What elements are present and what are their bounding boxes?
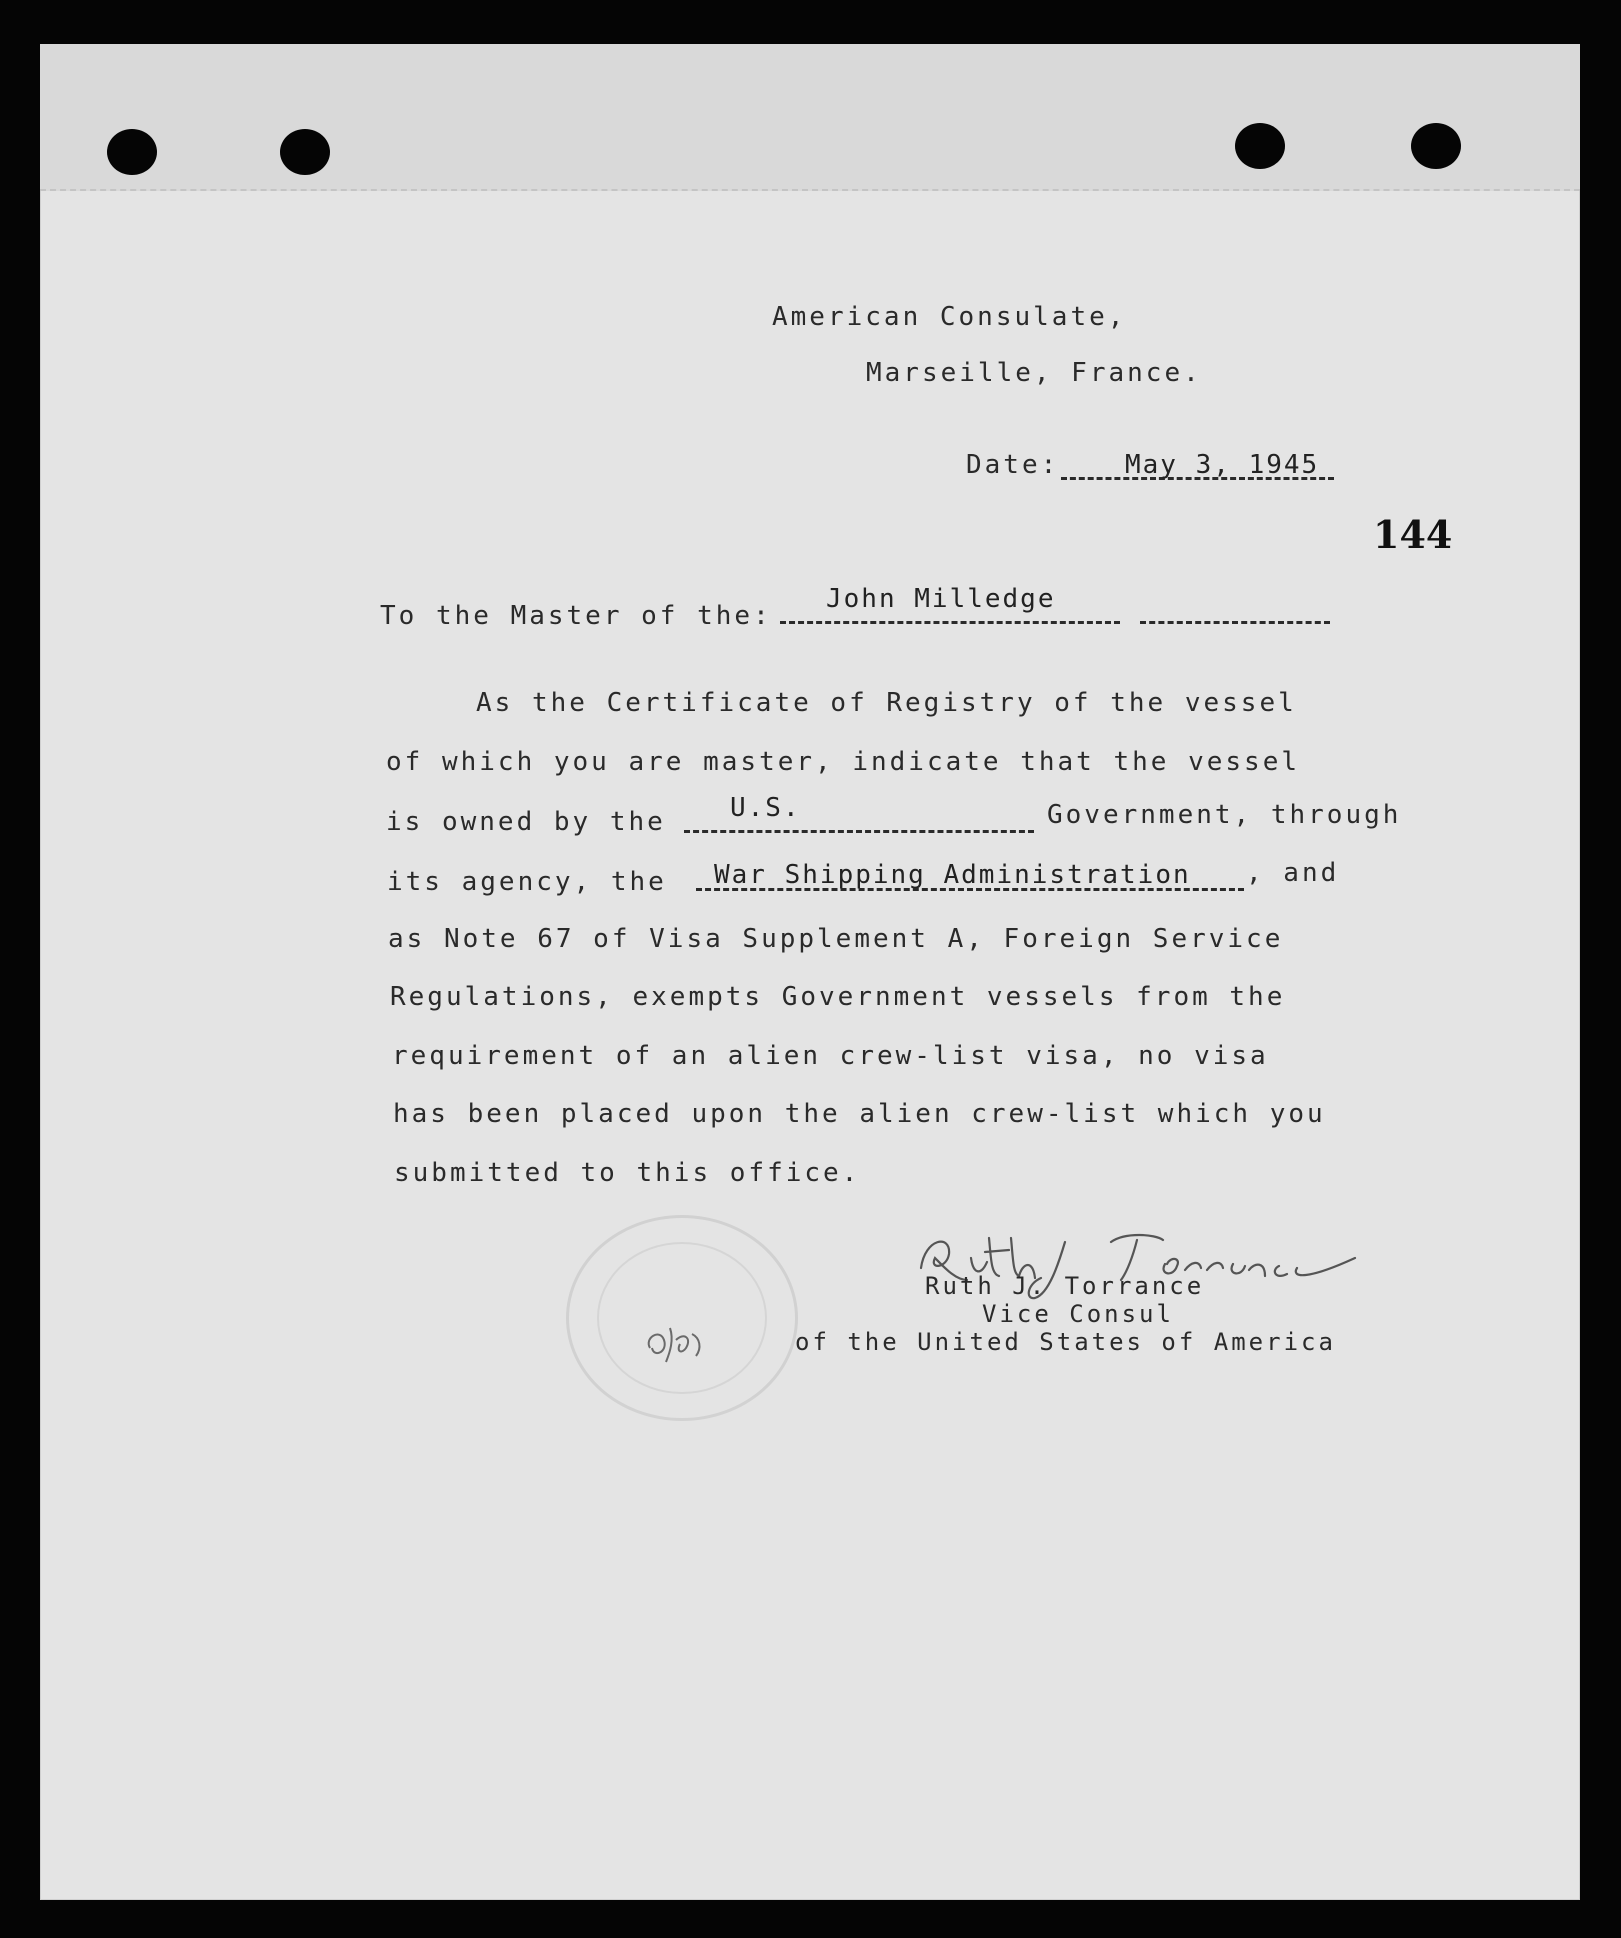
vessel-name: John Milledge bbox=[826, 584, 1056, 614]
body-line-8: has been placed upon the alien crew-list which you bbox=[393, 1099, 1326, 1129]
initials-mark bbox=[640, 1318, 720, 1368]
agency-value: War Shipping Administration bbox=[714, 860, 1191, 890]
vessel-blank bbox=[780, 621, 1120, 624]
consulate-location: Marseille, France. bbox=[866, 358, 1202, 388]
owner-blank bbox=[684, 830, 1034, 833]
page-top-band bbox=[40, 44, 1580, 191]
date-value: May 3, 1945 bbox=[1125, 450, 1320, 480]
body-line-2: of which you are master, indicate that the vessel bbox=[386, 747, 1301, 777]
body-line-4-start: its agency, the bbox=[387, 867, 667, 897]
punch-hole bbox=[280, 129, 330, 175]
body-line-3-start: is owned by the bbox=[386, 807, 666, 837]
body-line-3-end: Government, through bbox=[1047, 800, 1402, 830]
date-label: Date: bbox=[966, 450, 1060, 480]
signer-country: of the United States of America bbox=[795, 1328, 1336, 1356]
document-number: 144 bbox=[1373, 512, 1453, 557]
punch-hole bbox=[1235, 123, 1285, 169]
agency-blank bbox=[696, 888, 1244, 891]
body-line-7: requirement of an alien crew-list visa, no visa bbox=[392, 1041, 1269, 1071]
body-line-5: as Note 67 of Visa Supplement A, Foreign Service bbox=[388, 924, 1284, 954]
punch-hole bbox=[1411, 123, 1461, 169]
body-line-1: As the Certificate of Registry of the vessel bbox=[476, 688, 1297, 718]
body-line-6: Regulations, exempts Government vessels from the bbox=[390, 982, 1286, 1012]
body-line-9: submitted to this office. bbox=[394, 1158, 861, 1188]
body-line-4-end: , and bbox=[1246, 858, 1340, 888]
vessel-blank-extension bbox=[1140, 621, 1330, 624]
addressee-label: To the Master of the: bbox=[380, 601, 772, 631]
punch-hole bbox=[107, 129, 157, 175]
consulate-name: American Consulate, bbox=[772, 302, 1127, 332]
signer-title: Vice Consul bbox=[982, 1300, 1174, 1328]
signer-name: Ruth J. Torrance bbox=[925, 1272, 1205, 1300]
owner-value: U.S. bbox=[730, 793, 801, 823]
